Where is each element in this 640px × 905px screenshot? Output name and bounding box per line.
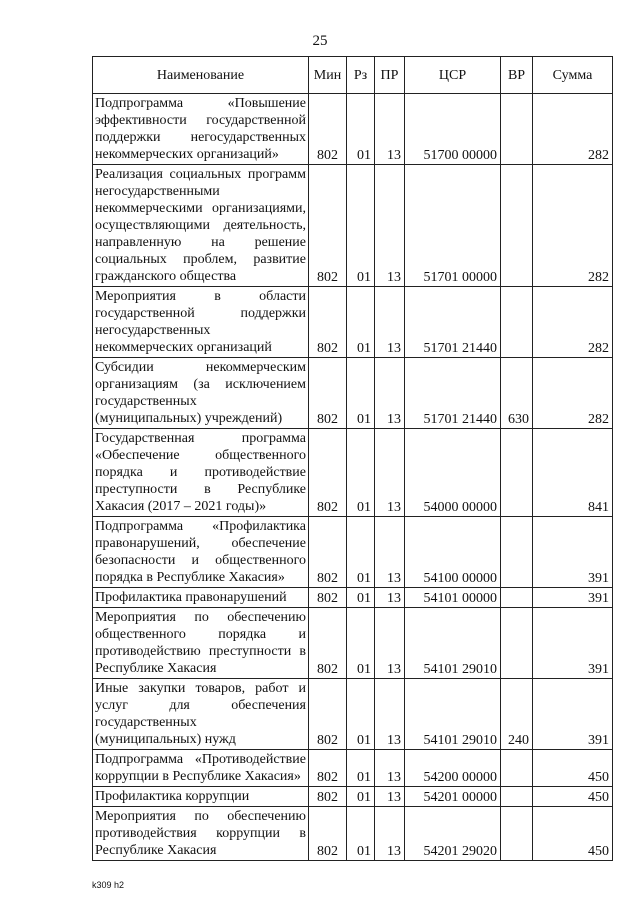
cell-vr xyxy=(501,608,533,679)
cell-pr: 13 xyxy=(375,787,405,807)
cell-name: Субсидии некоммерческим организациям (за исключением государственных (муниципальных) учреждений) xyxy=(93,358,309,429)
cell-rz: 01 xyxy=(347,787,375,807)
cell-sum: 391 xyxy=(533,679,613,750)
cell-vr: 240 xyxy=(501,679,533,750)
header-csr: ЦСР xyxy=(405,57,501,94)
cell-sum: 391 xyxy=(533,608,613,679)
table-row xyxy=(93,429,613,517)
cell-rz: 01 xyxy=(347,429,375,517)
cell-rz: 01 xyxy=(347,94,375,165)
cell-min: 802 xyxy=(309,358,347,429)
cell-vr xyxy=(501,165,533,287)
table-row xyxy=(93,807,613,861)
cell-vr xyxy=(501,588,533,608)
cell-pr: 13 xyxy=(375,165,405,287)
cell-vr xyxy=(501,94,533,165)
cell-rz: 01 xyxy=(347,517,375,588)
table-row xyxy=(93,608,613,679)
cell-name: Профилактика коррупции xyxy=(93,787,309,807)
page-number: 25 xyxy=(312,33,328,49)
cell-pr: 13 xyxy=(375,679,405,750)
cell-csr: 54101 00000 xyxy=(405,588,501,608)
cell-csr: 51701 21440 xyxy=(405,358,501,429)
cell-min: 802 xyxy=(309,287,347,358)
cell-name: Подпрограмма «Противодействие коррупции в Республике Хакасия» xyxy=(93,750,309,787)
cell-sum: 391 xyxy=(533,588,613,608)
cell-min: 802 xyxy=(309,165,347,287)
cell-min: 802 xyxy=(309,94,347,165)
cell-csr: 54201 00000 xyxy=(405,787,501,807)
table-row xyxy=(93,94,613,165)
header-vr: ВР xyxy=(501,57,533,94)
cell-rz: 01 xyxy=(347,588,375,608)
cell-sum: 450 xyxy=(533,787,613,807)
cell-name: Подпрограмма «Профилактика правонарушений, обеспечение безопасности и общественного порядка в Республике Хакасия» xyxy=(93,517,309,588)
cell-pr: 13 xyxy=(375,807,405,861)
table-row xyxy=(93,358,613,429)
cell-vr xyxy=(501,787,533,807)
cell-vr xyxy=(501,287,533,358)
cell-sum: 282 xyxy=(533,358,613,429)
table-row xyxy=(93,517,613,588)
cell-min: 802 xyxy=(309,807,347,861)
cell-name: Подпрограмма «Повышение эффективности государственной поддержки негосударственных некоммерческих организаций» xyxy=(93,94,309,165)
cell-vr xyxy=(501,517,533,588)
cell-pr: 13 xyxy=(375,358,405,429)
cell-rz: 01 xyxy=(347,750,375,787)
cell-rz: 01 xyxy=(347,358,375,429)
header-row xyxy=(93,57,613,94)
header-pr: ПР xyxy=(375,57,405,94)
table-row xyxy=(93,787,613,807)
header-min: Мин xyxy=(309,57,347,94)
cell-rz: 01 xyxy=(347,608,375,679)
cell-pr: 13 xyxy=(375,750,405,787)
cell-pr: 13 xyxy=(375,429,405,517)
cell-pr: 13 xyxy=(375,608,405,679)
cell-csr: 54101 29010 xyxy=(405,608,501,679)
cell-min: 802 xyxy=(309,429,347,517)
cell-vr xyxy=(501,429,533,517)
cell-csr: 54201 29020 xyxy=(405,807,501,861)
cell-name: Мероприятия по обеспечению противодействия коррупции в Республике Хакасия xyxy=(93,807,309,861)
table-row xyxy=(93,287,613,358)
cell-pr: 13 xyxy=(375,94,405,165)
cell-sum: 282 xyxy=(533,165,613,287)
cell-vr: 630 xyxy=(501,358,533,429)
cell-csr: 54100 00000 xyxy=(405,517,501,588)
header-sum: Сумма xyxy=(533,57,613,94)
budget-table xyxy=(92,56,613,861)
footer-code: k309 h2 xyxy=(92,880,125,890)
cell-name: Мероприятия в области государственной поддержки негосударственных некоммерческих организаций xyxy=(93,287,309,358)
cell-csr: 51701 21440 xyxy=(405,287,501,358)
header-name: Наименование xyxy=(93,57,309,94)
cell-min: 802 xyxy=(309,787,347,807)
table-row xyxy=(93,750,613,787)
cell-min: 802 xyxy=(309,517,347,588)
cell-vr xyxy=(501,750,533,787)
cell-min: 802 xyxy=(309,608,347,679)
cell-csr: 54000 00000 xyxy=(405,429,501,517)
table-header xyxy=(93,57,613,94)
table-row xyxy=(93,165,613,287)
cell-rz: 01 xyxy=(347,679,375,750)
cell-pr: 13 xyxy=(375,517,405,588)
cell-sum: 391 xyxy=(533,517,613,588)
cell-name: Реализация социальных программ негосударственными некоммерческими организациями, осуществляющими деятельность, направленную на решение социальных проблем, развитие гражданского общества xyxy=(93,165,309,287)
cell-min: 802 xyxy=(309,588,347,608)
cell-name: Профилактика правонарушений xyxy=(93,588,309,608)
header-rz: Рз xyxy=(347,57,375,94)
cell-min: 802 xyxy=(309,750,347,787)
table-row xyxy=(93,679,613,750)
cell-rz: 01 xyxy=(347,287,375,358)
cell-csr: 51701 00000 xyxy=(405,165,501,287)
table-row xyxy=(93,588,613,608)
cell-sum: 841 xyxy=(533,429,613,517)
cell-pr: 13 xyxy=(375,287,405,358)
cell-csr: 54200 00000 xyxy=(405,750,501,787)
cell-csr: 54101 29010 xyxy=(405,679,501,750)
cell-name: Государственная программа «Обеспечение общественного порядка и противодействие преступности в Республике Хакасия (2017 – 2021 годы)» xyxy=(93,429,309,517)
cell-pr: 13 xyxy=(375,588,405,608)
cell-min: 802 xyxy=(309,679,347,750)
cell-sum: 282 xyxy=(533,287,613,358)
cell-sum: 450 xyxy=(533,750,613,787)
cell-name: Мероприятия по обеспечению общественного порядка и противодействию преступности в Республике Хакасия xyxy=(93,608,309,679)
cell-sum: 450 xyxy=(533,807,613,861)
cell-rz: 01 xyxy=(347,807,375,861)
cell-vr xyxy=(501,807,533,861)
cell-name: Иные закупки товаров, работ и услуг для обеспечения государственных (муниципальных) нужд xyxy=(93,679,309,750)
cell-sum: 282 xyxy=(533,94,613,165)
cell-csr: 51700 00000 xyxy=(405,94,501,165)
table-body xyxy=(93,94,613,861)
cell-rz: 01 xyxy=(347,165,375,287)
